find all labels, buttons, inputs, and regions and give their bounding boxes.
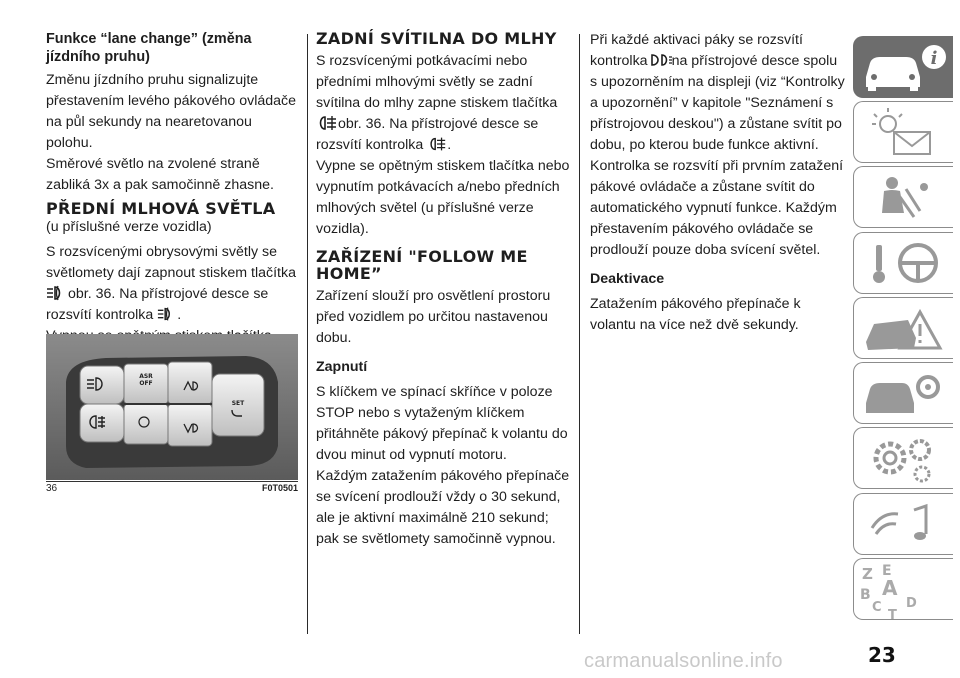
activation-para-1: S klíčkem ve spínací skříňce v poloze STOP nebo s vytaženým klíčkem přitáhněte pákový přepínač k volantu do dvou minut od vypnutí motoru. xyxy=(316,384,568,463)
car-service-icon xyxy=(854,363,954,425)
tab-starting-driving[interactable] xyxy=(853,232,953,294)
rear-fog-text-b: obr. 36. Na přístrojové desce se rozsvítí kontrolka xyxy=(316,116,539,153)
middle-column xyxy=(316,30,572,550)
key-steering-icon xyxy=(854,233,954,295)
headlamp-up-button xyxy=(168,362,212,404)
follow-me-home-heading: ZAŘÍZENÍ "FOLLOW ME HOME” xyxy=(316,247,528,283)
index-letter-c: C xyxy=(872,600,882,615)
alphabet-index-icon xyxy=(854,559,954,621)
seatbelt-child-icon xyxy=(854,167,954,229)
index-letter-d: D xyxy=(906,596,917,611)
index-letter-e: E xyxy=(882,563,892,579)
front-fog-text-b: obr. 36. Na přístrojové desce se rozsvítí kontrolka xyxy=(46,286,269,323)
rear-fog-text-c: . xyxy=(447,137,452,153)
deactivation-para: Zatažením pákového přepínače k volantu na více než dvě sekundy. xyxy=(590,296,801,333)
front-fog-text-c: . xyxy=(177,307,182,323)
tab-index[interactable] xyxy=(853,558,953,620)
music-signal-icon xyxy=(854,494,954,556)
page-number: 23 xyxy=(868,643,896,667)
index-letter-b: B xyxy=(860,587,871,603)
tab-safety-warnings[interactable] xyxy=(853,101,953,163)
figure-code: F0T0501 xyxy=(261,483,298,493)
rear-fog-text-a: S rozsvícenými potkávacími nebo předními mlhovými světly se zadní svítilna do mlhy zapne stiskem tlačítka xyxy=(316,53,558,111)
headlamp-down-button xyxy=(168,404,212,446)
front-fog-text-a: S rozsvícenými obrysovými světly se světlomety dají zapnout stiskem tlačítka xyxy=(46,244,296,281)
lane-change-heading: Funkce “lane change” (změna jízdního pruhu) xyxy=(46,31,252,65)
follow-me-indicator-icon xyxy=(648,52,672,68)
figure-caption xyxy=(46,481,298,497)
lane-change-para-2: Směrové světlo na zvolené straně zabliká 3x a pak samočinně zhasne. xyxy=(46,156,274,193)
right-column xyxy=(590,30,848,336)
front-fog-para xyxy=(46,242,298,326)
lane-change-para: Změnu jízdního pruhu signalizujte přestavením levého pákového ovládače na půl sekundy na nearetovanou polohu. xyxy=(46,72,297,151)
tab-servicing[interactable] xyxy=(853,362,953,424)
deactivation-heading: Deaktivace xyxy=(590,271,665,287)
figure-caption-rule xyxy=(46,481,298,482)
indicator-para xyxy=(590,30,848,261)
index-letter-a: A xyxy=(882,576,898,600)
indicator-text-a: Při každé aktivaci páky se rozsvítí kontrolka xyxy=(590,32,803,69)
activation-para-2: Každým zatažením pákového přepínače se svícení prodlouží vždy o 30 sekund, ale je aktivní maximálně 210 sekund; pak se světlomety samočinně vypnou. xyxy=(316,468,570,547)
column-divider xyxy=(307,34,308,634)
car-info-icon xyxy=(854,37,954,99)
tab-technical-data[interactable] xyxy=(853,427,953,489)
front-fog-lamp-icon xyxy=(46,285,68,301)
indicator-text-b: na přístrojové desce spolu s upozorněním na displeji (viz “Kontrolky a upozornění” v kapitole "Seznámení s přístrojovou deskou") a zůstane svítit po dobu, po kterou bude funkce aktivní. Kontrolka se rozsvítí při prvním zatažení pákové ovládače a zůstane svítit do automatického vypnutí funkce. Každým přestavením pákového ovládače se prodlouží pouze doba svícení světel. xyxy=(590,53,845,258)
tab-multimedia[interactable] xyxy=(853,493,953,555)
rear-fog-indicator-icon xyxy=(427,136,447,152)
left-column xyxy=(46,30,298,347)
index-letter-t: T xyxy=(888,608,897,621)
asr-label-top: ASR xyxy=(139,373,153,380)
tab-dashboard-info[interactable] xyxy=(853,36,953,98)
front-fog-note: (u příslušné verze vozidla) xyxy=(46,219,212,235)
asr-label-bottom: OFF xyxy=(139,380,153,387)
rear-fog-lamp-icon xyxy=(316,115,338,131)
follow-me-home-para: Zařízení slouží pro osvětlení prostoru před vozidlem po určitou nastavenou dobu. xyxy=(316,288,551,346)
figure-number: 36 xyxy=(46,483,58,494)
front-fog-heading: PŘEDNÍ MLHOVÁ SVĚTLA xyxy=(46,199,276,218)
gears-icon xyxy=(854,428,954,490)
warning-lights-icon xyxy=(854,102,954,164)
set-label: SET xyxy=(231,400,245,407)
asr-set-button xyxy=(124,404,168,444)
rear-fog-para-2: Vypne se opětným stiskem tlačítka nebo vypnutím potkávacích a/nebo předních mlhových světel (u příslušné verze vozidla). xyxy=(316,158,570,237)
tab-safety[interactable] xyxy=(853,166,953,228)
rear-fog-para xyxy=(316,51,572,156)
watermark: carmanualsonline.info xyxy=(584,650,783,672)
tab-emergency[interactable] xyxy=(853,297,953,359)
index-letter-z: Z xyxy=(862,565,873,583)
rear-fog-heading: ZADNÍ SVÍTILNA DO MLHY xyxy=(316,29,557,48)
figure-dashboard-buttons xyxy=(46,334,298,480)
front-fog-indicator-icon xyxy=(157,306,177,322)
svg-text:i: i xyxy=(930,48,938,69)
column-divider-2 xyxy=(579,34,580,634)
activation-heading: Zapnutí xyxy=(316,359,368,375)
breakdown-icon xyxy=(854,298,954,360)
